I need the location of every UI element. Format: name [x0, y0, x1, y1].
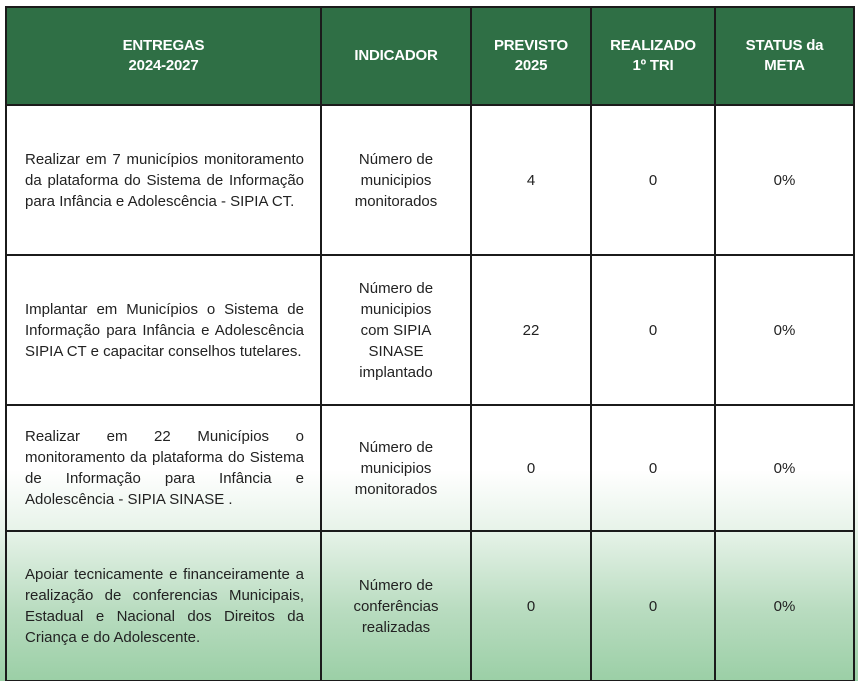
header-indicador [321, 7, 471, 105]
header-previsto [471, 7, 591, 105]
realizado-cell: 0 [591, 531, 715, 681]
entrega-cell: Implantar em Municípios o Sistema de Informação para Infância e Adolescência SIPIA CT e capacitar conselhos tutelares. [6, 255, 321, 405]
table-row [6, 255, 854, 405]
status-cell: 0% [715, 255, 854, 405]
status-cell: 0% [715, 105, 854, 255]
header-indicador-label: INDICADOR [354, 47, 438, 64]
header-previsto-label: PREVISTO 2025 [494, 37, 568, 74]
status-cell: 0% [715, 531, 854, 681]
header-realizado [591, 7, 715, 105]
header-realizado-label: REALIZADO 1º TRI [610, 37, 696, 74]
realizado-cell: 0 [591, 255, 715, 405]
header-status [715, 7, 854, 105]
previsto-cell: 0 [471, 405, 591, 531]
status-cell: 0% [715, 405, 854, 531]
realizado-cell: 0 [591, 405, 715, 531]
table-row [6, 105, 854, 255]
header-status-label: STATUS da META [745, 37, 824, 74]
previsto-cell: 22 [471, 255, 591, 405]
previsto-cell: 0 [471, 531, 591, 681]
indicador-cell: Número de conferências realizadas [321, 531, 471, 681]
indicador-cell: Número de municipios monitorados [321, 405, 471, 531]
metas-table [5, 6, 855, 681]
header-entregas [6, 7, 321, 105]
entrega-cell: Realizar em 7 municípios monitoramento da plataforma do Sistema de Informação para Infância e Adolescência - SIPIA CT. [6, 105, 321, 255]
header-entregas-label: ENTREGAS 2024-2027 [122, 37, 205, 74]
previsto-cell: 4 [471, 105, 591, 255]
realizado-cell: 0 [591, 105, 715, 255]
header-row [6, 7, 854, 105]
table-row [6, 531, 854, 681]
table-row [6, 405, 854, 531]
indicador-cell: Número de municipios com SIPIA SINASE implantado [321, 255, 471, 405]
entrega-cell: Apoiar tecnicamente e financeiramente a realização de conferencias Municipais, Estadual e Nacional dos Direitos da Criança e do Adolescente. [6, 531, 321, 681]
indicador-cell: Número de municipios monitorados [321, 105, 471, 255]
entrega-cell: Realizar em 22 Municípios o monitoramento da plataforma do Sistema de Informação para Infância e Adolescência - SIPIA SINASE . [6, 405, 321, 531]
